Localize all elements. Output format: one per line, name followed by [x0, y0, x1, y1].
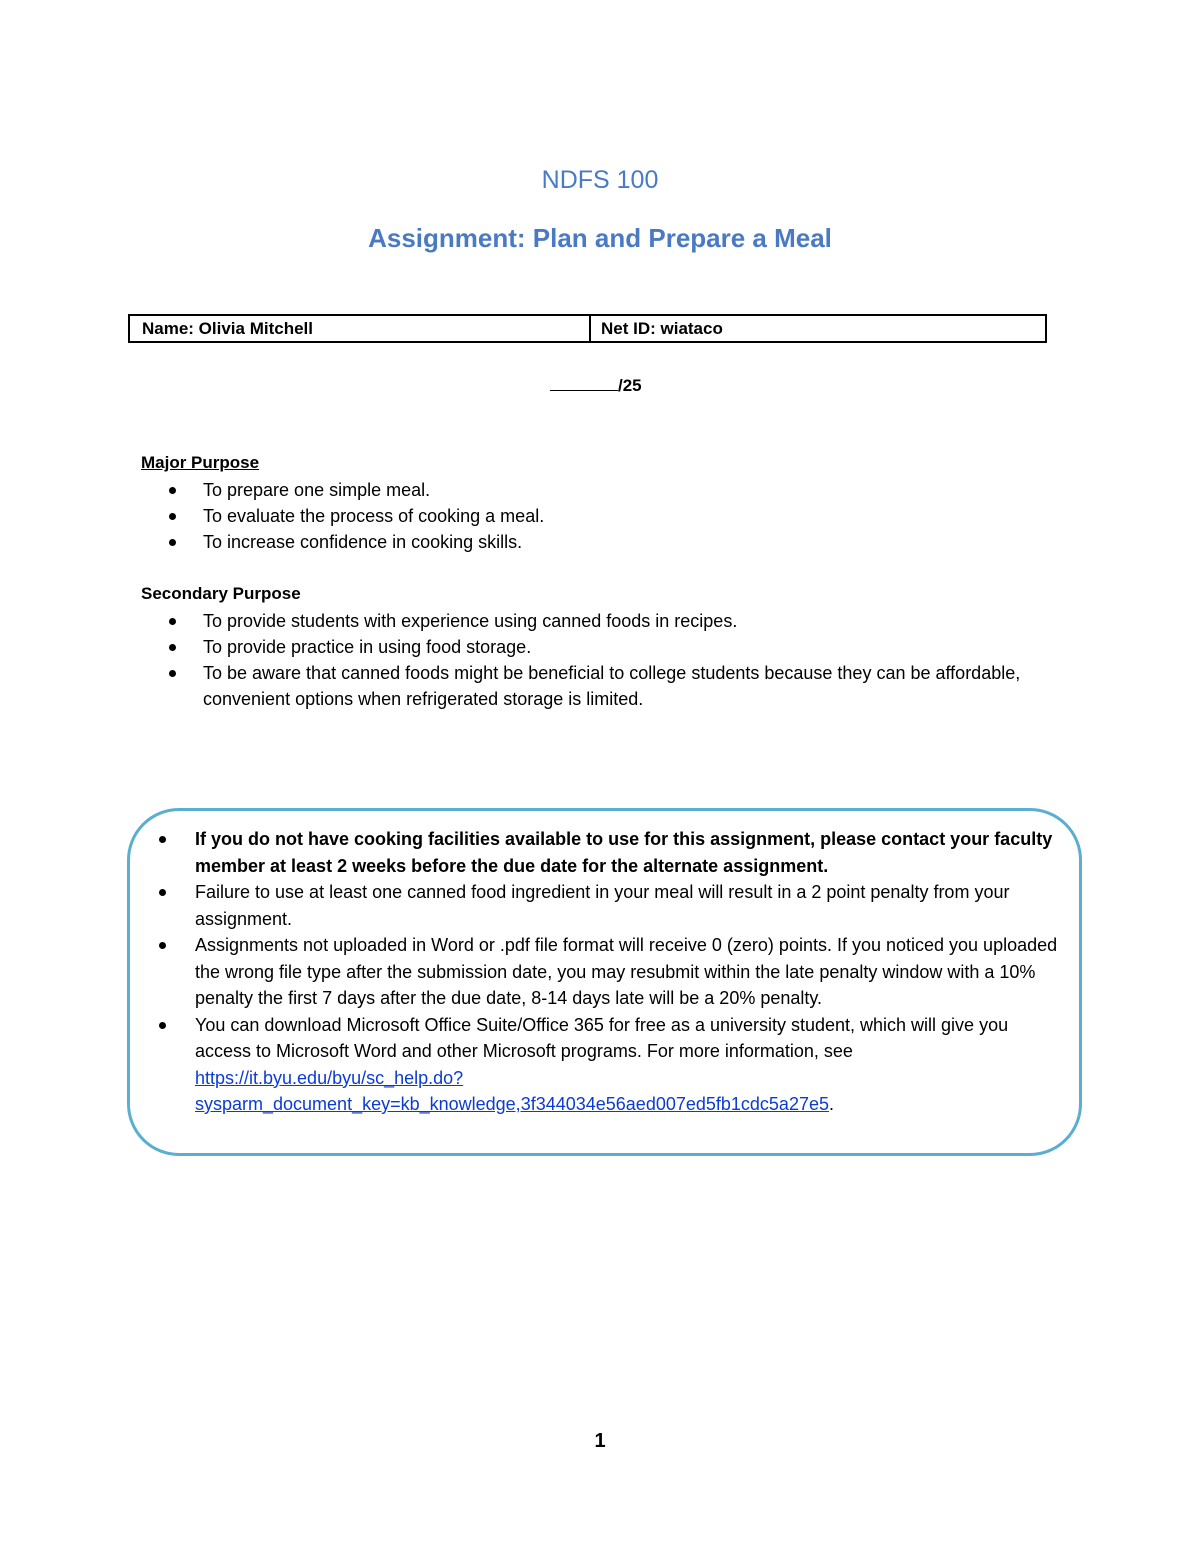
assignment-title: Assignment: Plan and Prepare a Meal: [368, 223, 832, 253]
page-number: 1: [594, 1430, 606, 1452]
bullet-icon: [169, 487, 176, 494]
bullet-icon: [169, 618, 176, 625]
list-item: You can download Microsoft Office Suite/Office 365 for free as a university student, which will give you access to Microsoft Word and other Microsoft programs. For more information, see https://it.byu.edu/byu/sc_help.do? sysparm_document_key=kb_knowledge,3f344034e56aed007ed5fb1cdc5a27e5.: [133, 1012, 1063, 1118]
student-name: Name: Olivia Mitchell: [130, 316, 591, 341]
bullet-icon: [159, 942, 166, 949]
score-total: /25: [618, 376, 642, 395]
score-line: [550, 372, 642, 396]
list-item: To be aware that canned foods might be beneficial to college students because they can be affordable, convenient options when refrigerated storage is limited.: [141, 660, 1021, 712]
net-id: Net ID: wiataco: [601, 319, 723, 338]
secondary-purpose-list: [141, 608, 1021, 712]
bullet-icon: [159, 1022, 166, 1029]
bullet-icon: [169, 539, 176, 546]
list-item: To provide students with experience using canned foods in recipes.: [141, 608, 1021, 634]
list-item: To provide practice in using food storage.: [141, 634, 1021, 660]
list-item: Assignments not uploaded in Word or .pdf file format will receive 0 (zero) points. If you noticed you uploaded the wrong file type after the submission date, you may resubmit within the late penalty window with a 10% penalty the first 7 days after the due date, 8-14 days late will be a 20% penalty.: [133, 932, 1063, 1012]
bullet-icon: [169, 513, 176, 520]
list-item: To prepare one simple meal.: [141, 477, 1041, 503]
list-item: Failure to use at least one canned food ingredient in your meal will result in a 2 point penalty from your assignment.: [133, 879, 1063, 932]
course-code: NDFS 100: [541, 166, 659, 194]
list-item: To increase confidence in cooking skills.: [141, 529, 1041, 555]
important-notes-list: [133, 826, 1063, 1118]
score-blank: [550, 372, 618, 391]
secondary-purpose-heading: Secondary Purpose: [141, 584, 301, 603]
major-purpose-list: [141, 477, 1041, 555]
list-item: To evaluate the process of cooking a meal.: [141, 503, 1041, 529]
student-info-table: [128, 314, 1047, 343]
list-item: If you do not have cooking facilities available to use for this assignment, please contact your faculty member at least 2 weeks before the due date for the alternate assignment.: [133, 826, 1063, 879]
bullet-icon: [169, 670, 176, 677]
bullet-icon: [159, 889, 166, 896]
bullet-icon: [159, 836, 166, 843]
bullet-icon: [169, 644, 176, 651]
office-help-link[interactable]: https://it.byu.edu/byu/sc_help.do? sysparm_document_key=kb_knowledge,3f344034e56aed007ed5fb1cdc5a27e5: [195, 1067, 829, 1114]
major-purpose-heading: Major Purpose: [141, 453, 260, 472]
